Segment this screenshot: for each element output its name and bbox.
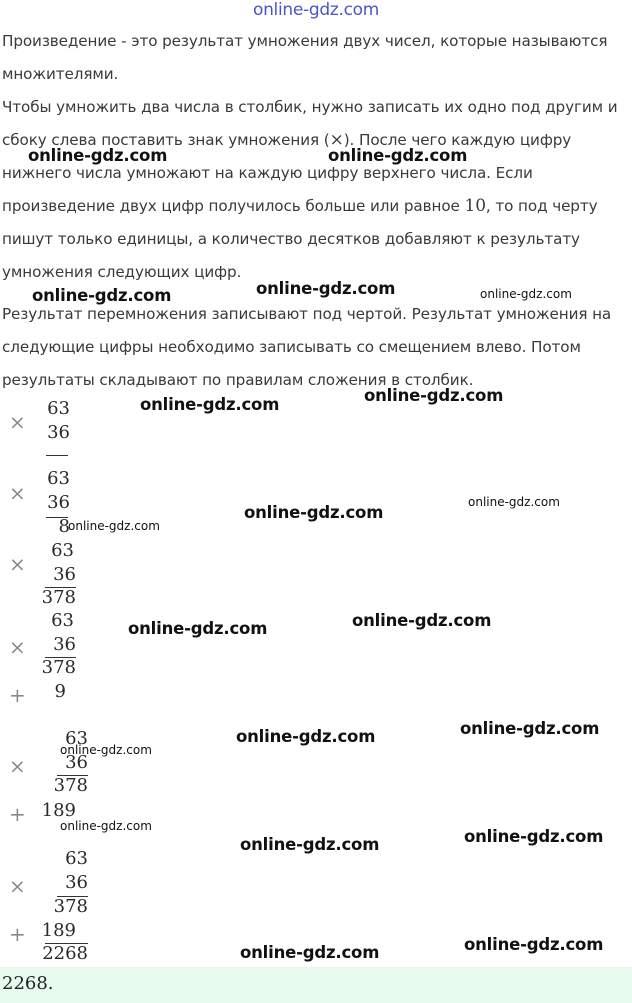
times-icon: × (9, 552, 26, 576)
multiplicand: 63 (51, 610, 74, 631)
site-title[interactable]: online-gdz.com (252, 0, 379, 20)
text-line: Результат перемножения записывают под чертой. Результат умножения на (2, 305, 612, 323)
multiplicand: 63 (51, 540, 74, 561)
watermark: online-gdz.com (60, 743, 152, 757)
partial-product: 378 (53, 896, 88, 917)
partial-product: 378 (53, 775, 88, 796)
watermark: online-gdz.com (464, 935, 604, 954)
watermark: online-gdz.com (464, 827, 604, 846)
watermark: online-gdz.com (28, 146, 168, 165)
final-product: 2268 (42, 943, 88, 964)
watermark: online-gdz.com (328, 146, 468, 165)
partial-product: 8 (58, 516, 70, 537)
text-line: результаты складывают по правилам сложения в столбик. (2, 371, 474, 389)
multiplier: 36 (65, 872, 88, 893)
answer-value: 2268. (2, 973, 54, 994)
multiplier: 36 (53, 634, 76, 655)
number-ten: 10 (464, 196, 486, 216)
plus-icon: + (9, 922, 26, 946)
plus-icon: + (9, 683, 26, 707)
multiplicand: 63 (65, 848, 88, 869)
step-rule (46, 455, 68, 456)
watermark: online-gdz.com (364, 386, 504, 405)
text-line: следующие цифры необходимо записывать со смещением влево. Потом (2, 338, 581, 356)
text-line: пишут только единицы, а количество десятков добавляют к результату (2, 230, 580, 248)
times-sign: × (329, 130, 344, 150)
watermark: online-gdz.com (128, 619, 268, 638)
watermark: online-gdz.com (140, 395, 280, 414)
text-line: сбоку слева поставить знак умножения (×). После чего каждую цифру (2, 130, 572, 150)
text-line: произведение двух цифр получилось больше или равное 10, то под черту (2, 196, 598, 216)
watermark: online-gdz.com (240, 835, 380, 854)
multiplicand: 63 (47, 398, 70, 419)
multiplicand: 63 (65, 728, 88, 749)
multiplier: 36 (65, 752, 88, 773)
watermark: online-gdz.com (352, 611, 492, 630)
multiplier: 36 (47, 492, 70, 513)
watermark: online-gdz.com (236, 727, 376, 746)
text-line: Произведение - это результат умножения двух чисел, которые называются (2, 32, 608, 50)
multiplicand: 63 (47, 468, 70, 489)
watermark: online-gdz.com (460, 719, 600, 738)
multiplier: 36 (53, 564, 76, 585)
watermark: online-gdz.com (32, 286, 172, 305)
times-icon: × (9, 754, 26, 778)
second-partial: 189 (41, 800, 76, 821)
times-icon: × (9, 635, 26, 659)
text-line: Чтобы умножить два числа в столбик, нужно записать их одно под другим и (2, 98, 618, 116)
watermark: online-gdz.com (468, 495, 560, 509)
text-line: умножения следующих цифр. (2, 263, 242, 281)
result-paragraph (2, 298, 630, 397)
watermark: online-gdz.com (68, 519, 160, 533)
watermark: online-gdz.com (480, 287, 572, 301)
text-line: множителями. (2, 65, 119, 83)
times-icon: × (9, 874, 26, 898)
plus-icon: + (9, 802, 26, 826)
answer-box (0, 967, 632, 1003)
multiplier: 36 (47, 422, 70, 443)
partial-product: 378 (41, 587, 76, 608)
text-line: нижнего числа умножают на каждую цифру верхнего числа. Если (2, 164, 533, 182)
watermark: online-gdz.com (256, 279, 396, 298)
method-paragraph (2, 91, 630, 289)
times-icon: × (9, 410, 26, 434)
watermark: online-gdz.com (60, 819, 152, 833)
second-partial: 189 (41, 920, 76, 941)
watermark: online-gdz.com (244, 503, 384, 522)
definition-paragraph (2, 25, 630, 91)
second-partial: 9 (54, 681, 66, 702)
times-icon: × (9, 481, 26, 505)
partial-product: 378 (41, 657, 76, 678)
watermark: online-gdz.com (240, 943, 380, 962)
